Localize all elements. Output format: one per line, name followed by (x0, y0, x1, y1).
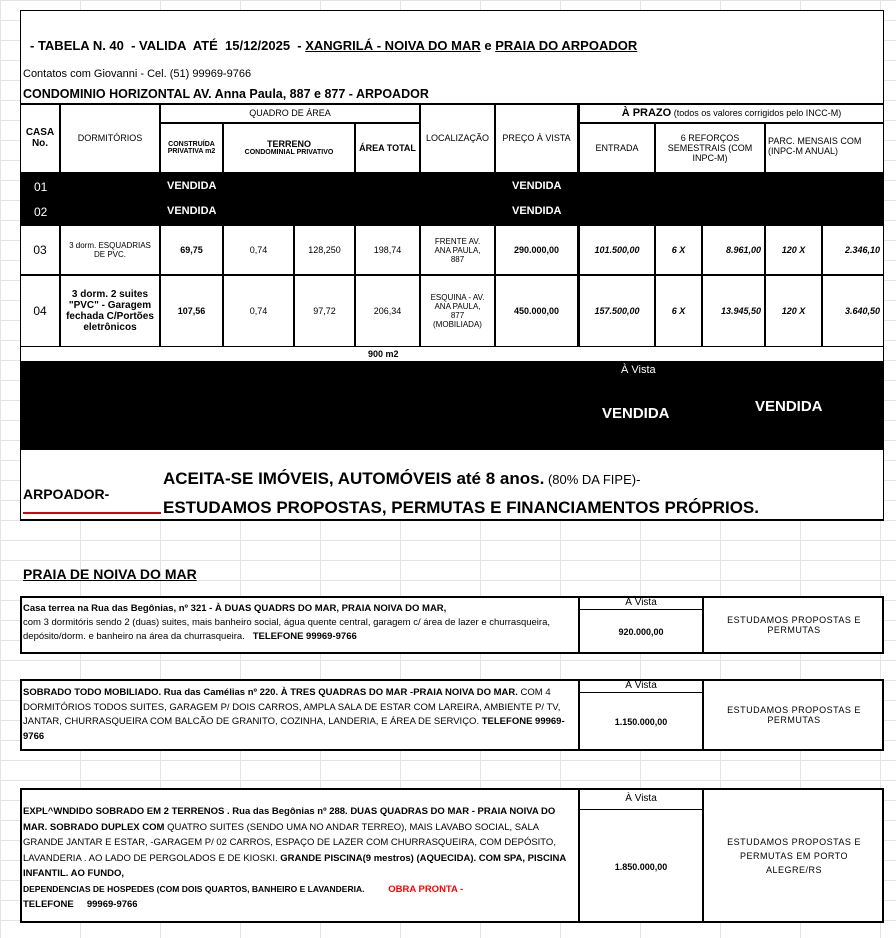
row-01-casa: 01 (34, 180, 48, 194)
row-03-ref-v: 8.961,00 (702, 225, 765, 275)
header-dormitorios: DORMITÓRIOS (60, 103, 160, 173)
header-casa: CASA No. (20, 103, 60, 173)
row-04-local: ESQUINA - AV. ANA PAULA, 877 (MOBILIADA) (420, 275, 495, 347)
header-localizacao: LOCALIZAÇÃO (420, 103, 495, 173)
listing-1-headline: Casa terrea na Rua das Begônias, nº 321 - À DUAS QUADRS DO MAR, PRAIA NOIVA DO MAR, (23, 603, 447, 614)
listing-2-phone: TELEFONE 99969-9766 (23, 716, 565, 742)
row-04-ref-v: 13.945,50 (702, 275, 765, 347)
row-01-sold: VENDIDA (167, 180, 217, 192)
listing-3-dependencies: DEPENDENCIAS DE HOSPEDES (COM DOIS QUARTOS, BANHEIRO E LAVANDERIA. (23, 883, 365, 894)
title-arpoador: PRAIA DO ARPOADOR (495, 38, 638, 53)
row-03-total: 198,74 (355, 225, 420, 275)
row-04-construida: 107,56 (160, 275, 223, 347)
listing-2-description (23, 686, 575, 744)
title-prefix: - TABELA N. 40 - VALIDA ATÉ 15/12/2025 - (30, 38, 306, 53)
listing-1-a-vista: À Vista (578, 596, 702, 610)
title-and: e (480, 38, 496, 53)
black-sold-2: VENDIDA (755, 398, 823, 415)
listing-3-pool: GRANDE PISCINA(9 mestros) (AQUECIDA). COM SPA, PISCINA INFANTIL. AO FUNDO, (23, 852, 566, 879)
row-04-parc-n: 120 X (765, 275, 822, 347)
listing-2-a-vista: À Vista (578, 679, 702, 693)
listing-3-description (23, 804, 575, 913)
row-03-condominial: 0,74 (223, 225, 294, 275)
praia-title: PRAIA DE NOIVA DO MAR (23, 566, 197, 582)
arpoador-line1-text: ACEITA-SE IMÓVEIS, AUTOMÓVEIS até 8 anos. (163, 469, 545, 488)
header-parcelas: PARC. MENSAIS COM (INPC-M ANUAL) (765, 123, 884, 173)
header-construida: CONSTRUÍDA PRIVATIVA m2 (160, 123, 223, 173)
listing-1-note: ESTUDAMOS PROPOSTAS E PERMUTAS (702, 596, 884, 654)
prazo-note: (todos os valores corrigidos pelo INCC-M) (673, 108, 842, 118)
row-02-sold-price: VENDIDA (512, 205, 562, 217)
row-03-parc-v: 2.346,10 (822, 225, 884, 275)
row-03-local: FRENTE AV. ANA PAULA, 887 (420, 225, 495, 275)
row-01-sold-price: VENDIDA (512, 180, 562, 192)
arpoador-line2: ESTUDAMOS PROPOSTAS, PERMUTAS E FINANCIAMENTOS PRÓPRIOS. (163, 498, 759, 517)
black-a-vista: À Vista (621, 364, 656, 376)
arpoador-line1-note: (80% DA FIPE)- (544, 472, 641, 487)
listing-3-headline: EXPL^WNDIDO SOBRADO EM 2 TERRENOS . Rua das Begônias nº 288. DUAS QUADRAS DO MAR - PRAIA NOIVA DO MAR. SOBRADO DUPLEX COM (23, 806, 556, 833)
listing-3-a-vista: À Vista (578, 788, 702, 810)
row-03-entrada: 101.500,00 (578, 225, 655, 275)
title-xangrila: XANGRILÁ - NOIVA DO MAR (305, 38, 481, 53)
header-reforcos: 6 REFORÇOS SEMESTRAIS (COM INPC-M) (655, 123, 765, 173)
listing-2-headline: SOBRADO TODO MOBILIADO. Rua das Camélias nº 220. À TRES QUADRAS DO MAR -PRAIA NOIVA DO MAR. (23, 687, 518, 698)
row-04-entrada: 157.500,00 (578, 275, 655, 347)
header-prazo (578, 103, 884, 123)
listing-2-price: 1.150.000,00 (578, 693, 702, 751)
row-04-condominial: 0,74 (223, 275, 294, 347)
listing-1-text: com 3 dormitóris sendo 2 (duas) suites, mais banheiro social, água quente central, garagem c/ área de lazer e churrasqueira, depósito/dorm. e banheiro na área da churrasqueira. (23, 617, 550, 642)
listing-1-phone: TELEFONE 99969-9766 (252, 631, 357, 642)
contacts: Contatos com Giovanni - Cel. (51) 99969-9766 (23, 68, 252, 80)
header-entrada: ENTRADA (578, 123, 655, 173)
row-04-casa: 04 (20, 275, 60, 347)
page-title (30, 38, 637, 53)
row-04-dorm: 3 dorm. 2 suites "PVC" - Garagem fechada C/Portões eletrônicos (60, 275, 160, 347)
listing-2-note: ESTUDAMOS PROPOSTAS E PERMUTAS (702, 679, 884, 751)
arpoador-line1 (163, 469, 640, 489)
row-02-casa: 02 (34, 205, 48, 219)
row-04-total: 206,34 (355, 275, 420, 347)
row-03-preco: 290.000,00 (495, 225, 578, 275)
sold-rows (20, 173, 884, 225)
row-03-dorm: 3 dorm. ESQUADRIAS DE PVC. (60, 225, 160, 275)
row-03-construida: 69,75 (160, 225, 223, 275)
listing-3-price: 1.850.000,00 (578, 810, 702, 923)
arpoador-label: ARPOADOR- (23, 486, 110, 502)
header-quadro-area: QUADRO DE ÁREA (160, 103, 420, 123)
row-03-parc-n: 120 X (765, 225, 822, 275)
arpoador-underline (23, 512, 161, 514)
black-sold-1: VENDIDA (602, 405, 670, 422)
header-terreno (223, 123, 355, 173)
row-04-parc-v: 3.640,50 (822, 275, 884, 347)
listing-1-description (23, 602, 575, 644)
terreno-sub: CONDOMINIAL PRIVATIVO (244, 149, 334, 156)
row-03-ref-n: 6 X (655, 225, 702, 275)
row-03-casa: 03 (20, 225, 60, 275)
listing-3-obra-pronta: OBRA PRONTA - (388, 883, 464, 895)
listing-3-phone: TELEFONE 99969-9766 (23, 899, 138, 910)
row-03-privativo: 128,250 (294, 225, 355, 275)
condominio-title: CONDOMINIO HORIZONTAL AV. Anna Paula, 887 e 877 - ARPOADOR (23, 87, 429, 101)
terreno-label: TERRENO (266, 139, 311, 149)
listing-3-text: QUATRO SUITES (SENDO UMA NO ANDAR TERREO), MAIS LAVABO SOCIAL, SALA GRANDE JANTAR E ESTAR, -GARAGEM P/ 02 CARROS, ESPAÇO DE LAZER COM CHURRASQUEIRA, COM DEPÓSITO, LAVANDERIA . AO LADO DE PERGOLADOS E DE KIOSKI. (23, 821, 556, 864)
header-area-total: ÁREA TOTAL (355, 123, 420, 173)
listing-2-text: COM 4 DORMITÓRIOS TODOS SUITES, GARAGEM P/ DOIS CARROS, AMPLA SALA DE ESTAR COM LAREIRA, AMBIENTE P/ TV, JANTAR, CHURRASQUEIRA COM BALCÃO DE GRANITO, COZINHA, LANDERIA, E ÁREA DE SERVIÇO. (23, 687, 561, 727)
row-04-ref-n: 6 X (655, 275, 702, 347)
total-row (20, 347, 884, 361)
prazo-label: À PRAZO (621, 107, 672, 119)
listing-1-price: 920.000,00 (578, 610, 702, 654)
row-04-preco: 450.000,00 (495, 275, 578, 347)
listing-3-note: ESTUDAMOS PROPOSTAS E PERMUTAS EM PORTO ALEGRE/RS (702, 788, 884, 923)
terreno-total: 900 m2 (368, 349, 399, 359)
header-preco: PREÇO À VISTA (495, 103, 578, 173)
row-04-privativo: 97,72 (294, 275, 355, 347)
row-02-sold: VENDIDA (167, 205, 217, 217)
